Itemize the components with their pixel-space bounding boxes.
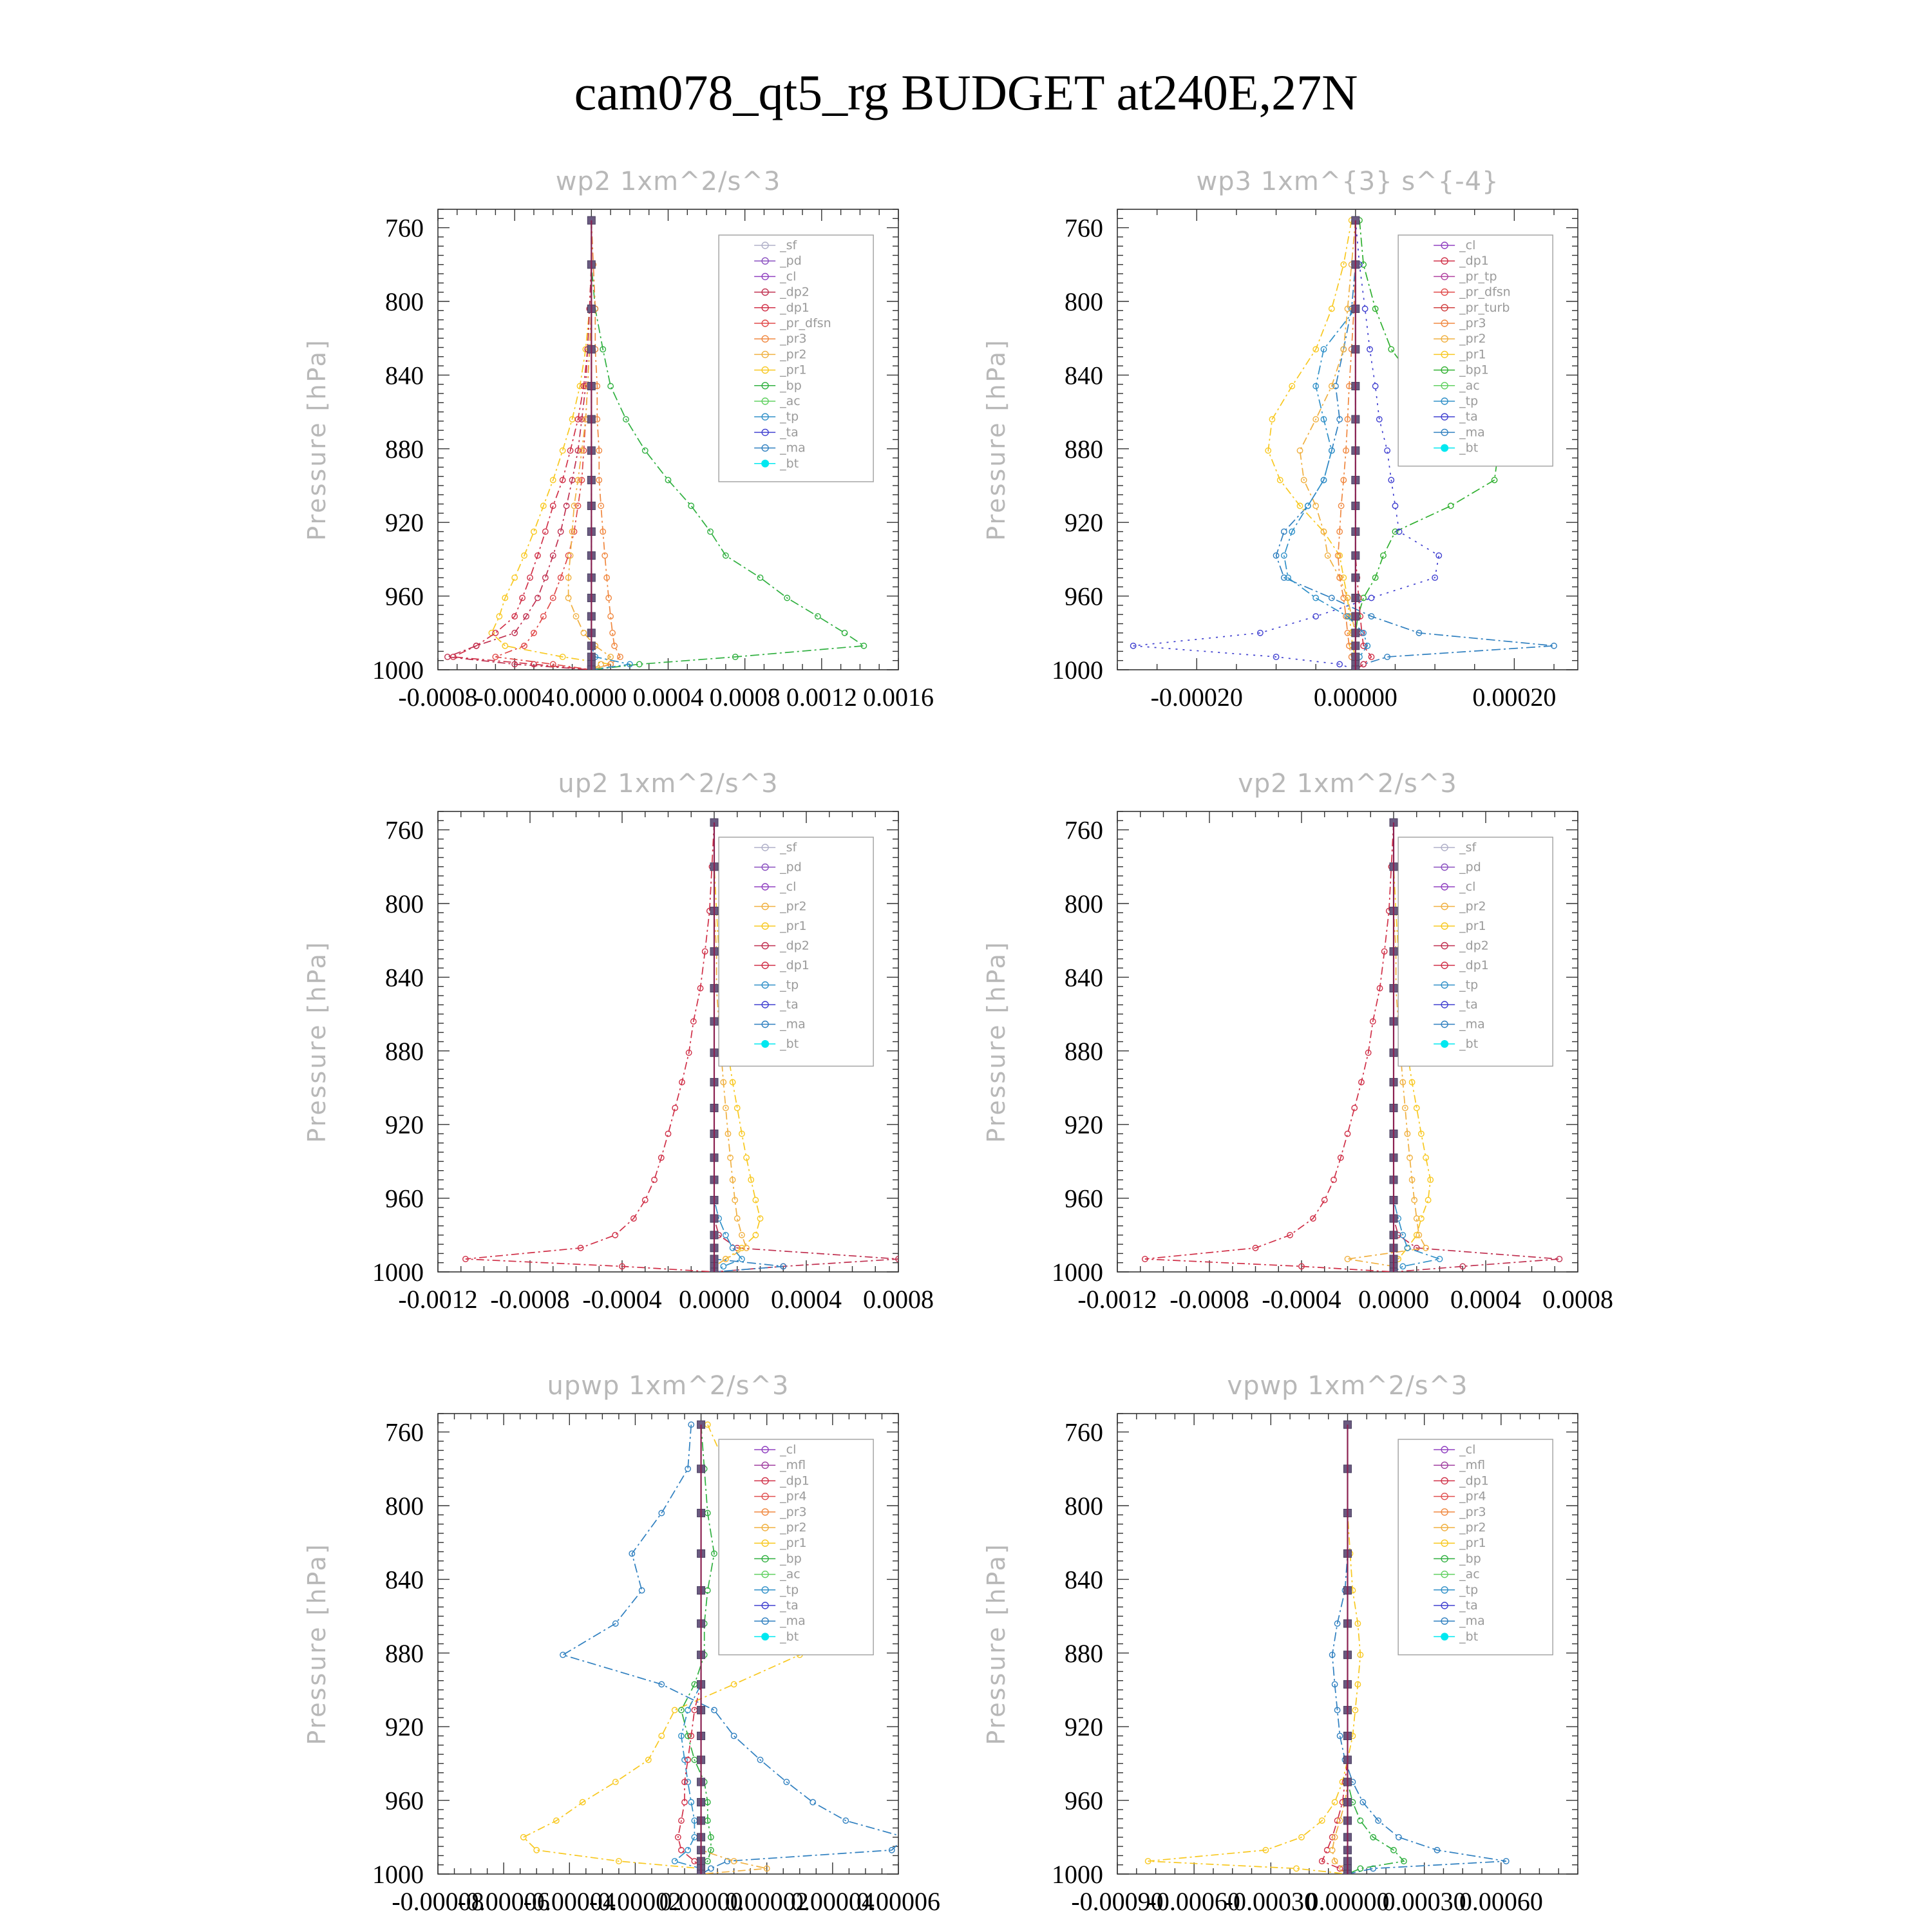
legend [719, 1439, 873, 1655]
panel-4 [982, 769, 1613, 1314]
y-axis-label: Pressure [hPa] [982, 940, 1010, 1143]
legend-label: _ac [1459, 378, 1480, 393]
y-tick-label: 960 [1065, 1786, 1103, 1815]
x-tick-label: 0.0004 [632, 683, 704, 712]
x-tick-label: 0.0000 [1358, 1285, 1429, 1314]
x-tick-label: -0.00008 [392, 1887, 484, 1916]
series-point [708, 1866, 714, 1871]
legend-label: _pr_dfsn [780, 316, 831, 330]
series-line-tp [675, 1425, 701, 1874]
series-point [1313, 614, 1318, 619]
legend-marker [761, 460, 769, 468]
y-tick-label: 1000 [372, 1860, 424, 1889]
legend-label: _dp1 [780, 958, 810, 972]
legend-marker [1441, 444, 1448, 452]
y-tick-label: 1000 [1052, 1860, 1103, 1889]
legend-label: _ma [1459, 425, 1485, 440]
x-tick-label: -0.0012 [1077, 1285, 1157, 1314]
series-point [1329, 306, 1334, 311]
legend-label: _ac [780, 394, 800, 408]
legend-label: _cl [780, 880, 797, 894]
y-tick-label: 880 [385, 434, 424, 464]
series-point [692, 1859, 697, 1864]
panel-title: wp2 1xm^2/s^3 [555, 167, 781, 196]
series-point [521, 1835, 526, 1840]
y-tick-label: 840 [385, 963, 424, 992]
legend-label: _ac [780, 1567, 800, 1582]
y-tick-label: 840 [1065, 1565, 1103, 1595]
panel-title: vp2 1xm^2/s^3 [1238, 769, 1457, 799]
legend-label: _bp [780, 1551, 802, 1566]
series-point [708, 529, 713, 534]
series-point [612, 1233, 618, 1238]
series-point [902, 1835, 907, 1840]
legend-label: _pr2 [1459, 1520, 1486, 1535]
legend-label: _ac [1459, 1567, 1480, 1582]
x-tick-label: -0.0012 [398, 1285, 478, 1314]
panel-6 [982, 1371, 1578, 1916]
series-line-dp2 [448, 220, 591, 670]
legend-label: _ma [780, 1017, 806, 1032]
legend [719, 837, 873, 1066]
series-point [685, 1848, 690, 1853]
x-tick-label: 0.0000 [556, 683, 627, 712]
series-point [560, 1652, 565, 1657]
series-line-pr2 [569, 220, 611, 670]
legend-label: _pd [1459, 860, 1481, 875]
series-point [512, 575, 517, 580]
legend-label: _pr3 [1459, 1504, 1486, 1519]
legend-label: _dp1 [1459, 254, 1489, 269]
series-point [688, 503, 694, 508]
legend-label: _pr4 [780, 1489, 807, 1504]
x-tick-label: 0.00060 [1459, 1887, 1543, 1916]
series-point [731, 1681, 736, 1687]
series-point [1396, 1835, 1401, 1840]
x-tick-label: -0.00004 [523, 1887, 616, 1916]
legend-label: _cl [780, 269, 797, 284]
x-tick-label: -0.0008 [1170, 1285, 1249, 1314]
y-tick-label: 920 [385, 508, 424, 538]
series-point [493, 630, 498, 636]
series-point [665, 477, 670, 482]
legend-label: _pr_dfsn [1459, 285, 1511, 299]
y-tick-label: 920 [385, 1712, 424, 1742]
y-tick-label: 800 [1065, 287, 1103, 316]
y-tick-label: 760 [1065, 815, 1103, 845]
legend-label: _cl [1459, 1443, 1476, 1457]
legend-label: _bt [1459, 1037, 1479, 1051]
x-tick-label: -0.00030 [1224, 1887, 1317, 1916]
legend-label: _pr1 [780, 363, 807, 377]
legend [1398, 1439, 1553, 1655]
legend-label: _ma [1459, 1017, 1485, 1032]
x-tick-label: -0.0008 [490, 1285, 570, 1314]
legend-label: _dp2 [780, 938, 810, 953]
x-tick-label: 0.00000 [659, 1887, 743, 1916]
legend-label: _pr_turb [1459, 300, 1510, 315]
panel-1 [303, 167, 934, 712]
y-tick-label: 760 [1065, 213, 1103, 243]
y-axis-label: Pressure [hPa] [303, 338, 331, 541]
x-tick-label: 0.00006 [857, 1887, 940, 1916]
x-tick-label: 0.0000 [679, 1285, 750, 1314]
legend-label: _pr3 [780, 1504, 807, 1519]
legend-label: _pr4 [1459, 1489, 1486, 1504]
legend [1398, 235, 1553, 466]
x-tick-label: 0.00004 [790, 1887, 875, 1916]
legend-label: _pd [780, 254, 802, 269]
legend-label: _mfl [1459, 1458, 1486, 1473]
x-tick-label: -0.0004 [1262, 1285, 1341, 1314]
chart-panels [303, 167, 1613, 1916]
legend-label: _pr3 [780, 332, 807, 346]
series-line-dp1 [453, 220, 592, 670]
series-line-bp [1348, 1425, 1404, 1874]
series-line-dp1 [466, 822, 714, 1272]
series-point [1313, 595, 1318, 600]
legend-label: _pr2 [780, 347, 807, 362]
y-tick-label: 960 [1065, 1184, 1103, 1213]
legend-label: _pd [780, 860, 802, 875]
legend-label: _dp1 [780, 300, 810, 315]
x-tick-label: 0.0012 [786, 683, 857, 712]
y-tick-label: 800 [385, 287, 424, 316]
legend-marker [1441, 1040, 1448, 1048]
legend-label: _ma [780, 1614, 806, 1629]
legend-label: _ma [1459, 1614, 1485, 1629]
series-point [1400, 1264, 1405, 1269]
y-tick-label: 1000 [1052, 656, 1103, 685]
series-line-pr_dfsn [495, 220, 591, 670]
legend-label: _cl [1459, 880, 1476, 894]
series-point [1282, 529, 1287, 534]
y-tick-label: 880 [1065, 434, 1103, 464]
y-tick-label: 1000 [372, 1258, 424, 1287]
series-point [643, 1197, 648, 1202]
series-line-pr2 [1332, 1425, 1348, 1874]
figure-title: cam078_qt5_rg BUDGET at240E,27N [574, 64, 1358, 120]
series-point [810, 1799, 815, 1804]
series-point [581, 630, 586, 636]
series-point [672, 1707, 677, 1712]
legend-label: _cl [780, 1443, 797, 1457]
series-point [608, 383, 613, 388]
series-point [1425, 1197, 1430, 1202]
y-tick-label: 800 [1065, 1492, 1103, 1520]
legend-marker [1441, 1633, 1448, 1640]
legend-label: _ta [1459, 1598, 1478, 1613]
legend [719, 235, 873, 482]
legend-label: _pr2 [780, 899, 807, 914]
x-tick-label: 0.0004 [771, 1285, 842, 1314]
x-tick-label: 0.0004 [1450, 1285, 1521, 1314]
legend-label: _pr1 [780, 919, 807, 933]
series-point [1362, 306, 1367, 311]
y-tick-label: 920 [1065, 508, 1103, 538]
y-tick-label: 760 [385, 1417, 424, 1447]
legend-label: _sf [780, 840, 797, 855]
y-axis-label: Pressure [hPa] [982, 1542, 1010, 1745]
x-tick-label: -0.00002 [589, 1887, 682, 1916]
legend-label: _dp2 [780, 285, 810, 299]
x-tick-label: -0.00006 [457, 1887, 550, 1916]
panel-5 [303, 1371, 940, 1916]
legend-label: _bt [780, 1037, 799, 1051]
series-point [1325, 1848, 1330, 1853]
series-point [731, 1733, 736, 1738]
y-axis-label: Pressure [hPa] [303, 1542, 331, 1745]
y-tick-label: 920 [1065, 1712, 1103, 1742]
legend-label: _pr2 [1459, 899, 1486, 914]
legend-label: _tp [1459, 394, 1479, 408]
series-point [1448, 503, 1454, 508]
series-point [531, 529, 536, 534]
legend-label: _bt [1459, 1629, 1479, 1644]
y-tick-label: 880 [1065, 1036, 1103, 1066]
y-tick-label: 960 [1065, 582, 1103, 611]
series-point [1332, 1799, 1337, 1804]
y-tick-label: 960 [385, 582, 424, 611]
x-tick-label: -0.00090 [1071, 1887, 1164, 1916]
series-line-pr2 [1300, 220, 1356, 670]
x-tick-label: -0.0004 [475, 683, 554, 712]
y-tick-label: 880 [1065, 1638, 1103, 1668]
legend-label: _ta [780, 1598, 799, 1613]
series-point [1361, 661, 1366, 667]
y-tick-label: 840 [1065, 963, 1103, 992]
series-point [445, 654, 450, 659]
series-point [598, 661, 603, 667]
panel-title: vpwp 1xm^2/s^3 [1227, 1371, 1468, 1401]
series-line-pr1 [1148, 1425, 1361, 1874]
y-tick-label: 840 [1065, 361, 1103, 390]
legend-label: _pr1 [780, 1536, 807, 1551]
x-tick-label: 0.0008 [1542, 1285, 1613, 1314]
legend-label: _tp [1459, 1582, 1479, 1597]
x-tick-label: 0.0008 [863, 1285, 934, 1314]
panel-title: upwp 1xm^2/s^3 [547, 1371, 790, 1401]
series-line-ta [1133, 220, 1439, 670]
x-tick-label: 0.0008 [709, 683, 781, 712]
legend-label: _ta [780, 425, 799, 440]
legend-label: _pr1 [1459, 919, 1486, 933]
y-tick-label: 920 [1065, 1110, 1103, 1140]
x-tick-label: 0.00030 [1382, 1887, 1466, 1916]
legend-label: _tp [1459, 978, 1479, 992]
series-point [815, 614, 820, 619]
series-point [705, 1422, 710, 1427]
series-point [1372, 383, 1378, 388]
y-tick-label: 1000 [372, 656, 424, 685]
series-point [1358, 1818, 1363, 1823]
series-point [1388, 346, 1394, 352]
legend-label: _tp [780, 410, 799, 424]
y-tick-label: 840 [385, 1565, 424, 1595]
series-point [1392, 503, 1397, 508]
legend-label: _ta [1459, 410, 1478, 424]
y-tick-label: 800 [1065, 889, 1103, 918]
series-point [1322, 1197, 1327, 1202]
legend-label: _bp [780, 378, 802, 393]
series-point [757, 575, 762, 580]
y-axis-label: Pressure [hPa] [303, 940, 331, 1143]
x-tick-label: -0.00060 [1148, 1887, 1240, 1916]
x-tick-label: -0.00020 [1150, 683, 1243, 712]
y-tick-label: 760 [1065, 1417, 1103, 1447]
legend-label: _tp [780, 1582, 799, 1597]
legend-marker [761, 1040, 769, 1048]
y-axis-label: Pressure [hPa] [982, 338, 1010, 541]
y-tick-label: 880 [385, 1036, 424, 1066]
series-line-pr3 [591, 220, 620, 670]
series-line-tp [591, 220, 630, 670]
series-point [1381, 553, 1386, 558]
series-point [842, 630, 847, 636]
series-point [535, 595, 540, 600]
x-tick-label: 0.00002 [724, 1887, 809, 1916]
y-tick-label: 880 [385, 1638, 424, 1668]
series-point [1437, 1256, 1442, 1262]
x-tick-label: 0.0016 [863, 683, 934, 712]
y-tick-label: 960 [385, 1184, 424, 1213]
panel-title: up2 1xm^2/s^3 [558, 769, 779, 799]
x-tick-label: 0.00000 [1313, 683, 1397, 712]
x-tick-label: -0.0008 [398, 683, 478, 712]
legend-label: _bt [780, 1629, 799, 1644]
series-point [1313, 503, 1318, 508]
series-point [643, 448, 648, 453]
y-tick-label: 920 [385, 1110, 424, 1140]
series-point [659, 1733, 664, 1738]
legend-label: _dp1 [1459, 958, 1489, 972]
legend-label: _bt [1459, 440, 1479, 455]
series-point [502, 643, 507, 649]
series-line-dp1 [678, 1425, 701, 1874]
series-point [721, 1264, 726, 1269]
series-point [497, 614, 502, 619]
legend [1398, 837, 1553, 1066]
series-point [543, 575, 548, 580]
legend-label: _dp1 [1459, 1473, 1489, 1488]
y-tick-label: 800 [385, 889, 424, 918]
series-point [712, 1707, 717, 1712]
legend-label: _bp1 [1459, 363, 1489, 377]
panel-title: wp3 1xm^{3} s^{-4} [1196, 167, 1499, 196]
legend-label: _pr1 [1459, 1536, 1486, 1551]
series-point [672, 1859, 677, 1864]
legend-label: _ta [1459, 998, 1478, 1012]
y-tick-label: 800 [385, 1492, 424, 1520]
legend-label: _tp [780, 978, 799, 992]
x-tick-label: -0.0004 [582, 1285, 662, 1314]
x-tick-label: 0.00000 [1305, 1887, 1390, 1916]
series-point [1331, 1177, 1336, 1182]
series-line-bp [681, 1425, 714, 1874]
y-tick-label: 760 [385, 815, 424, 845]
legend-label: _cl [1459, 238, 1476, 252]
series-point [543, 529, 548, 534]
legend-label: _mfl [780, 1458, 806, 1473]
series-point [723, 1233, 728, 1238]
legend-label: _pr2 [780, 1520, 807, 1535]
legend-label: _bt [780, 456, 799, 471]
legend-label: _dp1 [780, 1473, 810, 1488]
series-point [1305, 503, 1311, 508]
y-tick-label: 1000 [1052, 1258, 1103, 1287]
x-tick-label: 0.00020 [1472, 683, 1557, 712]
series-line-dp1 [1356, 220, 1372, 670]
legend-label: _pr1 [1459, 347, 1486, 362]
legend-label: _sf [1459, 840, 1477, 855]
legend-label: _ta [780, 998, 799, 1012]
y-tick-label: 840 [385, 361, 424, 390]
legend-label: _bp [1459, 1551, 1481, 1566]
series-line-dp1 [1145, 822, 1394, 1272]
legend-label: _sf [780, 238, 797, 252]
series-point [1405, 1245, 1410, 1251]
legend-label: _pr2 [1459, 332, 1486, 346]
series-point [1368, 595, 1374, 600]
legend-label: _ma [780, 440, 806, 455]
y-tick-label: 960 [385, 1786, 424, 1815]
legend-label: _pr_tp [1459, 269, 1497, 284]
panel-3 [303, 769, 934, 1314]
legend-label: _dp2 [1459, 938, 1489, 953]
legend-marker [761, 1633, 769, 1640]
legend-label: _pr3 [1459, 316, 1486, 330]
panel-2 [982, 167, 1578, 712]
y-tick-label: 760 [385, 213, 424, 243]
